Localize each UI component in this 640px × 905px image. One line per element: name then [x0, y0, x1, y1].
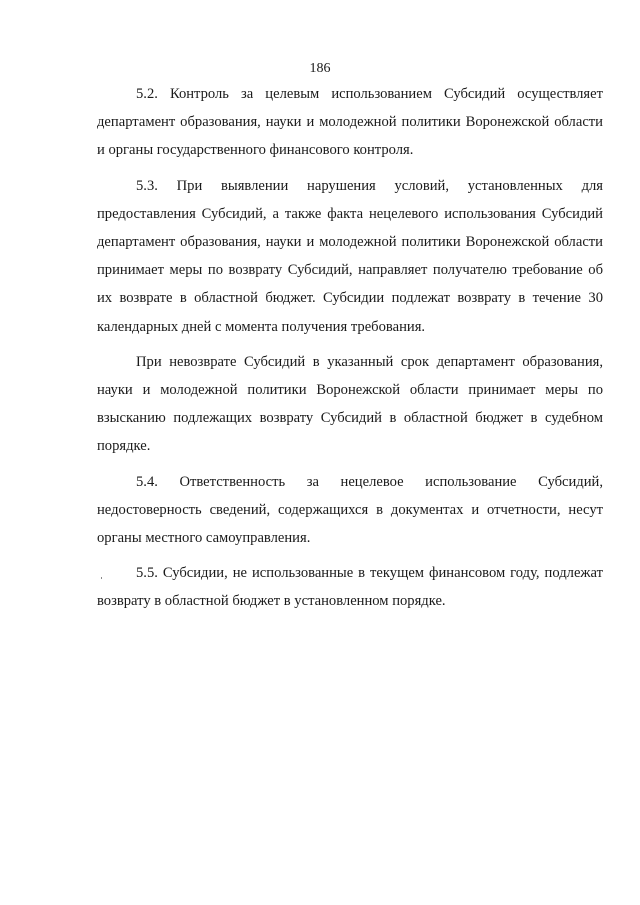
paragraph-5-3-continued: При невозврате Субсидий в указанный срок департамент образования, науки и молодежной политики Воронежской области принимает меры по взысканию подлежащих возврату Субсидий в областной бюджет в судебном порядке. [97, 353, 603, 455]
page-number: 186 [309, 61, 331, 76]
document-body [97, 80, 603, 623]
paragraph-5-5: 5.5. Субсидии, не использованные в текущем финансовом году, подлежат возврату в областной бюджет в установленном порядке. [97, 565, 603, 610]
paragraph-5-2: 5.2. Контроль за целевым использованием Субсидий осуществляет департамент образования, науки и молодежной политики Воронежской области и органы государственного финансового контроля. [97, 86, 603, 159]
paragraph-5-4: 5.4. Ответственность за нецелевое использование Субсидий, недостоверность сведений, содержащихся в документах и отчетности, несут органы местного самоуправления. [97, 473, 603, 547]
paragraph-5-3: 5.3. При выявлении нарушения условий, установленных для предоставления Субсидий, а также факта нецелевого использования Субсидий департамент образования, науки и молодежной политики Воронежской области принимает меры по возврату Субсидий, направляет получателю требование об их возврате в областной бюджет. Субсидии подлежат возврату в течение 30 календарных дней с момента получения требования. [97, 177, 603, 335]
scan-speck [101, 577, 102, 579]
